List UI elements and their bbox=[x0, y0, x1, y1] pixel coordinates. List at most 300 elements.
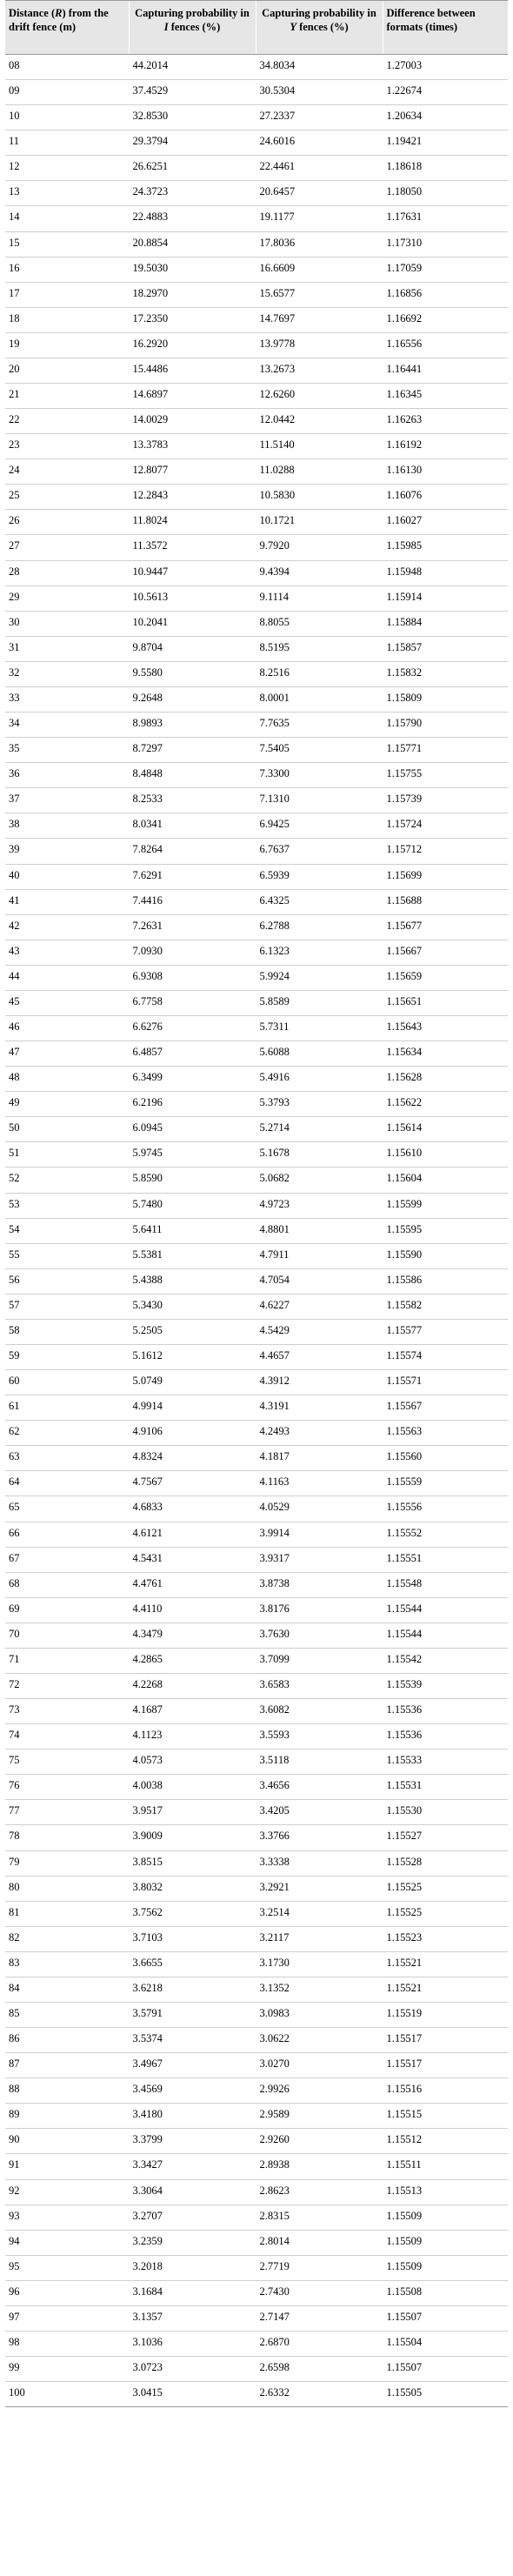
table-row bbox=[5, 2255, 508, 2280]
cell-capture-y: 6.2788 bbox=[256, 914, 383, 940]
cell-capture-i: 10.5613 bbox=[129, 585, 256, 611]
cell-distance: 79 bbox=[5, 1850, 129, 1876]
cell-capture-i: 4.0038 bbox=[129, 1775, 256, 1800]
cell-distance: 44 bbox=[5, 965, 129, 990]
cell-difference: 1.15832 bbox=[383, 661, 508, 686]
cell-capture-i: 6.4857 bbox=[129, 1041, 256, 1067]
cell-capture-y: 8.0001 bbox=[256, 686, 383, 712]
cell-capture-y: 9.7920 bbox=[256, 535, 383, 560]
cell-difference: 1.18618 bbox=[383, 156, 508, 181]
table-row bbox=[5, 257, 508, 282]
cell-capture-y: 22.4461 bbox=[256, 156, 383, 181]
cell-difference: 1.16192 bbox=[383, 434, 508, 459]
cell-distance: 32 bbox=[5, 661, 129, 686]
table-body bbox=[5, 55, 508, 2407]
cell-distance: 41 bbox=[5, 889, 129, 914]
cell-capture-y: 3.0983 bbox=[256, 2003, 383, 2028]
cell-capture-i: 29.3794 bbox=[129, 130, 256, 156]
cell-difference: 1.15509 bbox=[383, 2255, 508, 2280]
cell-capture-y: 4.3191 bbox=[256, 1395, 383, 1421]
cell-capture-i: 8.4848 bbox=[129, 763, 256, 788]
cell-distance: 31 bbox=[5, 636, 129, 661]
cell-difference: 1.15599 bbox=[383, 1193, 508, 1218]
cell-difference: 1.15559 bbox=[383, 1471, 508, 1496]
cell-capture-y: 9.4394 bbox=[256, 560, 383, 585]
cell-distance: 52 bbox=[5, 1168, 129, 1193]
cell-difference: 1.15586 bbox=[383, 1268, 508, 1294]
cell-capture-y: 4.9723 bbox=[256, 1193, 383, 1218]
table-row bbox=[5, 535, 508, 560]
cell-difference: 1.15914 bbox=[383, 585, 508, 611]
cell-capture-y: 3.5118 bbox=[256, 1750, 383, 1775]
cell-capture-y: 4.5429 bbox=[256, 1319, 383, 1344]
cell-capture-y: 3.8738 bbox=[256, 1572, 383, 1597]
cell-capture-y: 30.5304 bbox=[256, 80, 383, 105]
cell-distance: 81 bbox=[5, 1901, 129, 1926]
cell-capture-y: 3.9317 bbox=[256, 1547, 383, 1572]
table-row bbox=[5, 1496, 508, 1522]
table-row bbox=[5, 990, 508, 1015]
cell-capture-y: 27.2337 bbox=[256, 105, 383, 130]
cell-capture-i: 5.5381 bbox=[129, 1243, 256, 1268]
cell-capture-y: 2.7147 bbox=[256, 2305, 383, 2331]
cell-capture-y: 3.0622 bbox=[256, 2028, 383, 2053]
cell-distance: 22 bbox=[5, 409, 129, 434]
cell-capture-i: 14.0029 bbox=[129, 409, 256, 434]
cell-capture-y: 2.6332 bbox=[256, 2382, 383, 2407]
cell-capture-y: 14.7697 bbox=[256, 307, 383, 332]
cell-distance: 26 bbox=[5, 510, 129, 535]
cell-distance: 97 bbox=[5, 2305, 129, 2331]
table-row bbox=[5, 1522, 508, 1547]
cell-difference: 1.15544 bbox=[383, 1597, 508, 1623]
cell-capture-y: 5.1678 bbox=[256, 1142, 383, 1168]
table-row bbox=[5, 2154, 508, 2179]
cell-distance: 82 bbox=[5, 1926, 129, 1951]
table-row bbox=[5, 2205, 508, 2230]
cell-capture-i: 4.2865 bbox=[129, 1648, 256, 1673]
cell-difference: 1.15563 bbox=[383, 1421, 508, 1446]
cell-distance: 67 bbox=[5, 1547, 129, 1572]
header-capture-y-fences: Capturing probability in Y fences (%) bbox=[256, 1, 383, 55]
cell-capture-y: 9.1114 bbox=[256, 585, 383, 611]
cell-capture-y: 3.2514 bbox=[256, 1901, 383, 1926]
cell-difference: 1.15525 bbox=[383, 1876, 508, 1901]
cell-distance: 91 bbox=[5, 2154, 129, 2179]
cell-difference: 1.15525 bbox=[383, 1901, 508, 1926]
cell-capture-y: 3.4656 bbox=[256, 1775, 383, 1800]
cell-capture-y: 24.6016 bbox=[256, 130, 383, 156]
table-row bbox=[5, 661, 508, 686]
cell-difference: 1.15516 bbox=[383, 2078, 508, 2104]
cell-distance: 80 bbox=[5, 1876, 129, 1901]
cell-difference: 1.15790 bbox=[383, 713, 508, 738]
cell-distance: 78 bbox=[5, 1825, 129, 1850]
cell-capture-i: 9.5580 bbox=[129, 661, 256, 686]
data-table bbox=[5, 0, 508, 2407]
cell-difference: 1.15515 bbox=[383, 2104, 508, 2129]
cell-capture-y: 2.6870 bbox=[256, 2332, 383, 2357]
cell-distance: 09 bbox=[5, 80, 129, 105]
cell-capture-i: 6.6276 bbox=[129, 1015, 256, 1040]
cell-capture-y: 2.8938 bbox=[256, 2154, 383, 2179]
cell-capture-y: 3.7630 bbox=[256, 1623, 383, 1648]
cell-capture-i: 5.0749 bbox=[129, 1370, 256, 1395]
cell-difference: 1.15507 bbox=[383, 2305, 508, 2331]
cell-distance: 50 bbox=[5, 1117, 129, 1142]
cell-difference: 1.15551 bbox=[383, 1547, 508, 1572]
cell-distance: 14 bbox=[5, 206, 129, 231]
table-row bbox=[5, 332, 508, 358]
table-row bbox=[5, 686, 508, 712]
cell-difference: 1.15857 bbox=[383, 636, 508, 661]
table-row bbox=[5, 914, 508, 940]
cell-difference: 1.15577 bbox=[383, 1319, 508, 1344]
cell-distance: 35 bbox=[5, 738, 129, 763]
table-row bbox=[5, 611, 508, 636]
cell-distance: 30 bbox=[5, 611, 129, 636]
cell-capture-i: 14.6897 bbox=[129, 384, 256, 409]
table-row bbox=[5, 2179, 508, 2205]
cell-capture-y: 4.8801 bbox=[256, 1218, 383, 1243]
cell-capture-y: 4.7054 bbox=[256, 1268, 383, 1294]
cell-capture-y: 10.1721 bbox=[256, 510, 383, 535]
cell-capture-y: 11.5140 bbox=[256, 434, 383, 459]
cell-capture-i: 3.4569 bbox=[129, 2078, 256, 2104]
cell-difference: 1.15556 bbox=[383, 1496, 508, 1522]
cell-distance: 70 bbox=[5, 1623, 129, 1648]
cell-capture-y: 12.0442 bbox=[256, 409, 383, 434]
cell-distance: 53 bbox=[5, 1193, 129, 1218]
table-row bbox=[5, 1977, 508, 2002]
cell-capture-i: 15.4486 bbox=[129, 358, 256, 383]
cell-difference: 1.15643 bbox=[383, 1015, 508, 1040]
cell-difference: 1.15948 bbox=[383, 560, 508, 585]
table-row bbox=[5, 206, 508, 231]
cell-capture-y: 4.3912 bbox=[256, 1370, 383, 1395]
cell-capture-y: 5.2714 bbox=[256, 1117, 383, 1142]
cell-difference: 1.15985 bbox=[383, 535, 508, 560]
cell-distance: 58 bbox=[5, 1319, 129, 1344]
table-row bbox=[5, 1193, 508, 1218]
table-row bbox=[5, 510, 508, 535]
cell-difference: 1.15536 bbox=[383, 1699, 508, 1724]
cell-difference: 1.15513 bbox=[383, 2179, 508, 2205]
cell-capture-y: 6.4325 bbox=[256, 889, 383, 914]
cell-capture-i: 6.3499 bbox=[129, 1067, 256, 1092]
cell-capture-i: 3.2707 bbox=[129, 2205, 256, 2230]
cell-difference: 1.20634 bbox=[383, 105, 508, 130]
cell-capture-y: 7.5405 bbox=[256, 738, 383, 763]
cell-capture-y: 3.1352 bbox=[256, 1977, 383, 2002]
table-row bbox=[5, 1092, 508, 1117]
cell-capture-y: 4.1817 bbox=[256, 1446, 383, 1471]
cell-capture-i: 4.7567 bbox=[129, 1471, 256, 1496]
cell-capture-i: 7.6291 bbox=[129, 864, 256, 889]
cell-difference: 1.15530 bbox=[383, 1800, 508, 1825]
cell-capture-y: 5.4916 bbox=[256, 1067, 383, 1092]
cell-capture-i: 3.1036 bbox=[129, 2332, 256, 2357]
cell-capture-i: 3.2359 bbox=[129, 2230, 256, 2255]
table-row bbox=[5, 80, 508, 105]
cell-distance: 39 bbox=[5, 839, 129, 864]
cell-distance: 48 bbox=[5, 1067, 129, 1092]
cell-distance: 21 bbox=[5, 384, 129, 409]
table-row bbox=[5, 105, 508, 130]
cell-capture-y: 6.9425 bbox=[256, 813, 383, 839]
cell-difference: 1.16263 bbox=[383, 409, 508, 434]
cell-difference: 1.15688 bbox=[383, 889, 508, 914]
cell-capture-y: 5.3793 bbox=[256, 1092, 383, 1117]
cell-capture-y: 6.5939 bbox=[256, 864, 383, 889]
cell-capture-i: 10.9447 bbox=[129, 560, 256, 585]
cell-distance: 71 bbox=[5, 1648, 129, 1673]
cell-capture-y: 8.5195 bbox=[256, 636, 383, 661]
cell-capture-y: 2.7719 bbox=[256, 2255, 383, 2280]
cell-capture-i: 4.6121 bbox=[129, 1522, 256, 1547]
cell-distance: 42 bbox=[5, 914, 129, 940]
cell-distance: 68 bbox=[5, 1572, 129, 1597]
cell-difference: 1.15517 bbox=[383, 2053, 508, 2078]
table-row bbox=[5, 2003, 508, 2028]
cell-capture-i: 26.6251 bbox=[129, 156, 256, 181]
table-row bbox=[5, 181, 508, 206]
cell-capture-i: 8.0341 bbox=[129, 813, 256, 839]
table-row bbox=[5, 813, 508, 839]
cell-distance: 65 bbox=[5, 1496, 129, 1522]
cell-capture-i: 6.2196 bbox=[129, 1092, 256, 1117]
table-row bbox=[5, 1370, 508, 1395]
table-row bbox=[5, 1067, 508, 1092]
cell-capture-y: 2.8014 bbox=[256, 2230, 383, 2255]
cell-difference: 1.15507 bbox=[383, 2357, 508, 2382]
cell-distance: 93 bbox=[5, 2205, 129, 2230]
cell-capture-y: 3.3766 bbox=[256, 1825, 383, 1850]
cell-distance: 55 bbox=[5, 1243, 129, 1268]
cell-capture-i: 12.8077 bbox=[129, 459, 256, 485]
cell-capture-y: 13.9778 bbox=[256, 332, 383, 358]
table-row bbox=[5, 2305, 508, 2331]
cell-capture-i: 6.7758 bbox=[129, 990, 256, 1015]
cell-capture-i: 5.6411 bbox=[129, 1218, 256, 1243]
table-row bbox=[5, 940, 508, 965]
cell-distance: 20 bbox=[5, 358, 129, 383]
table-row bbox=[5, 2104, 508, 2129]
cell-distance: 86 bbox=[5, 2028, 129, 2053]
cell-capture-i: 22.4883 bbox=[129, 206, 256, 231]
table-row bbox=[5, 1850, 508, 1876]
cell-difference: 1.15724 bbox=[383, 813, 508, 839]
cell-capture-y: 2.9260 bbox=[256, 2129, 383, 2154]
table-row bbox=[5, 485, 508, 510]
cell-capture-i: 3.3799 bbox=[129, 2129, 256, 2154]
cell-difference: 1.15614 bbox=[383, 1117, 508, 1142]
cell-capture-i: 3.4967 bbox=[129, 2053, 256, 2078]
table-row bbox=[5, 1901, 508, 1926]
cell-capture-i: 4.8324 bbox=[129, 1446, 256, 1471]
cell-difference: 1.15667 bbox=[383, 940, 508, 965]
table-row bbox=[5, 1951, 508, 1977]
cell-distance: 60 bbox=[5, 1370, 129, 1395]
cell-difference: 1.17059 bbox=[383, 257, 508, 282]
cell-difference: 1.18050 bbox=[383, 181, 508, 206]
table-row bbox=[5, 1319, 508, 1344]
cell-capture-y: 4.7911 bbox=[256, 1243, 383, 1268]
cell-capture-y: 4.6227 bbox=[256, 1294, 383, 1319]
cell-distance: 87 bbox=[5, 2053, 129, 2078]
table-row bbox=[5, 2332, 508, 2357]
cell-distance: 13 bbox=[5, 181, 129, 206]
table-row bbox=[5, 2078, 508, 2104]
document-page bbox=[5, 0, 508, 2407]
cell-capture-i: 32.8530 bbox=[129, 105, 256, 130]
cell-capture-y: 3.2117 bbox=[256, 1926, 383, 1951]
cell-capture-y: 3.5593 bbox=[256, 1724, 383, 1750]
table-row bbox=[5, 2053, 508, 2078]
cell-difference: 1.15508 bbox=[383, 2280, 508, 2305]
cell-distance: 85 bbox=[5, 2003, 129, 2028]
cell-capture-i: 3.4180 bbox=[129, 2104, 256, 2129]
cell-difference: 1.27003 bbox=[383, 55, 508, 80]
table-row bbox=[5, 2230, 508, 2255]
cell-capture-y: 4.4657 bbox=[256, 1344, 383, 1369]
cell-capture-i: 4.2268 bbox=[129, 1674, 256, 1699]
cell-distance: 77 bbox=[5, 1800, 129, 1825]
cell-difference: 1.17310 bbox=[383, 231, 508, 257]
cell-capture-y: 6.7637 bbox=[256, 839, 383, 864]
table-row bbox=[5, 2129, 508, 2154]
cell-distance: 11 bbox=[5, 130, 129, 156]
cell-capture-i: 5.8590 bbox=[129, 1168, 256, 1193]
cell-capture-i: 20.8854 bbox=[129, 231, 256, 257]
cell-distance: 23 bbox=[5, 434, 129, 459]
table-row bbox=[5, 1041, 508, 1067]
cell-difference: 1.15521 bbox=[383, 1951, 508, 1977]
cell-distance: 90 bbox=[5, 2129, 129, 2154]
cell-capture-i: 8.2533 bbox=[129, 788, 256, 813]
table-row bbox=[5, 434, 508, 459]
table-row bbox=[5, 1648, 508, 1673]
table-row bbox=[5, 1775, 508, 1800]
cell-difference: 1.16027 bbox=[383, 510, 508, 535]
cell-difference: 1.16076 bbox=[383, 485, 508, 510]
cell-capture-i: 3.1684 bbox=[129, 2280, 256, 2305]
table-row bbox=[5, 864, 508, 889]
table-row bbox=[5, 1471, 508, 1496]
header-distance: Distance (R) from the drift fence (m) bbox=[5, 1, 129, 55]
cell-capture-i: 4.5431 bbox=[129, 1547, 256, 1572]
cell-capture-i: 24.3723 bbox=[129, 181, 256, 206]
table-row bbox=[5, 1117, 508, 1142]
table-row bbox=[5, 1876, 508, 1901]
cell-capture-y: 5.9924 bbox=[256, 965, 383, 990]
cell-capture-i: 5.9745 bbox=[129, 1142, 256, 1168]
table-row bbox=[5, 1623, 508, 1648]
cell-difference: 1.15505 bbox=[383, 2382, 508, 2407]
header-row bbox=[5, 1, 508, 55]
cell-distance: 89 bbox=[5, 2104, 129, 2129]
cell-difference: 1.15809 bbox=[383, 686, 508, 712]
cell-capture-i: 11.3572 bbox=[129, 535, 256, 560]
table-row bbox=[5, 560, 508, 585]
cell-difference: 1.15634 bbox=[383, 1041, 508, 1067]
cell-difference: 1.16130 bbox=[383, 459, 508, 485]
cell-difference: 1.15560 bbox=[383, 1446, 508, 1471]
cell-capture-y: 4.0529 bbox=[256, 1496, 383, 1522]
cell-capture-y: 10.5830 bbox=[256, 485, 383, 510]
table-header bbox=[5, 1, 508, 55]
cell-capture-y: 2.7430 bbox=[256, 2280, 383, 2305]
cell-capture-i: 7.4416 bbox=[129, 889, 256, 914]
cell-capture-i: 9.2648 bbox=[129, 686, 256, 712]
table-row bbox=[5, 231, 508, 257]
cell-capture-i: 3.1357 bbox=[129, 2305, 256, 2331]
cell-difference: 1.19421 bbox=[383, 130, 508, 156]
table-row bbox=[5, 1825, 508, 1850]
table-row bbox=[5, 763, 508, 788]
cell-distance: 24 bbox=[5, 459, 129, 485]
cell-difference: 1.22674 bbox=[383, 80, 508, 105]
table-row bbox=[5, 1243, 508, 1268]
cell-capture-y: 5.6088 bbox=[256, 1041, 383, 1067]
cell-distance: 63 bbox=[5, 1446, 129, 1471]
cell-capture-y: 7.7635 bbox=[256, 713, 383, 738]
table-row bbox=[5, 1395, 508, 1421]
table-row bbox=[5, 2382, 508, 2407]
cell-capture-i: 8.9893 bbox=[129, 713, 256, 738]
cell-difference: 1.15552 bbox=[383, 1522, 508, 1547]
table-row bbox=[5, 2280, 508, 2305]
cell-difference: 1.15509 bbox=[383, 2205, 508, 2230]
cell-capture-y: 19.1177 bbox=[256, 206, 383, 231]
table-row bbox=[5, 409, 508, 434]
cell-capture-i: 5.3430 bbox=[129, 1294, 256, 1319]
table-row bbox=[5, 713, 508, 738]
cell-distance: 98 bbox=[5, 2332, 129, 2357]
cell-difference: 1.15739 bbox=[383, 788, 508, 813]
cell-distance: 37 bbox=[5, 788, 129, 813]
cell-capture-y: 4.1163 bbox=[256, 1471, 383, 1496]
cell-capture-i: 7.8264 bbox=[129, 839, 256, 864]
cell-distance: 96 bbox=[5, 2280, 129, 2305]
cell-capture-i: 13.3783 bbox=[129, 434, 256, 459]
cell-distance: 76 bbox=[5, 1775, 129, 1800]
cell-capture-i: 9.8704 bbox=[129, 636, 256, 661]
table-row bbox=[5, 738, 508, 763]
cell-capture-y: 3.7099 bbox=[256, 1648, 383, 1673]
cell-capture-y: 7.1310 bbox=[256, 788, 383, 813]
cell-capture-y: 34.8034 bbox=[256, 55, 383, 80]
cell-distance: 33 bbox=[5, 686, 129, 712]
cell-difference: 1.15574 bbox=[383, 1344, 508, 1369]
cell-distance: 75 bbox=[5, 1750, 129, 1775]
cell-distance: 62 bbox=[5, 1421, 129, 1446]
cell-capture-y: 3.3338 bbox=[256, 1850, 383, 1876]
cell-capture-i: 3.8515 bbox=[129, 1850, 256, 1876]
cell-capture-y: 16.6609 bbox=[256, 257, 383, 282]
cell-distance: 38 bbox=[5, 813, 129, 839]
cell-capture-i: 4.9106 bbox=[129, 1421, 256, 1446]
table-row bbox=[5, 1268, 508, 1294]
cell-distance: 83 bbox=[5, 1951, 129, 1977]
table-row bbox=[5, 1294, 508, 1319]
cell-difference: 1.15771 bbox=[383, 738, 508, 763]
cell-capture-i: 4.1687 bbox=[129, 1699, 256, 1724]
cell-capture-i: 6.0945 bbox=[129, 1117, 256, 1142]
table-row bbox=[5, 889, 508, 914]
cell-capture-y: 13.2673 bbox=[256, 358, 383, 383]
cell-capture-i: 3.2018 bbox=[129, 2255, 256, 2280]
